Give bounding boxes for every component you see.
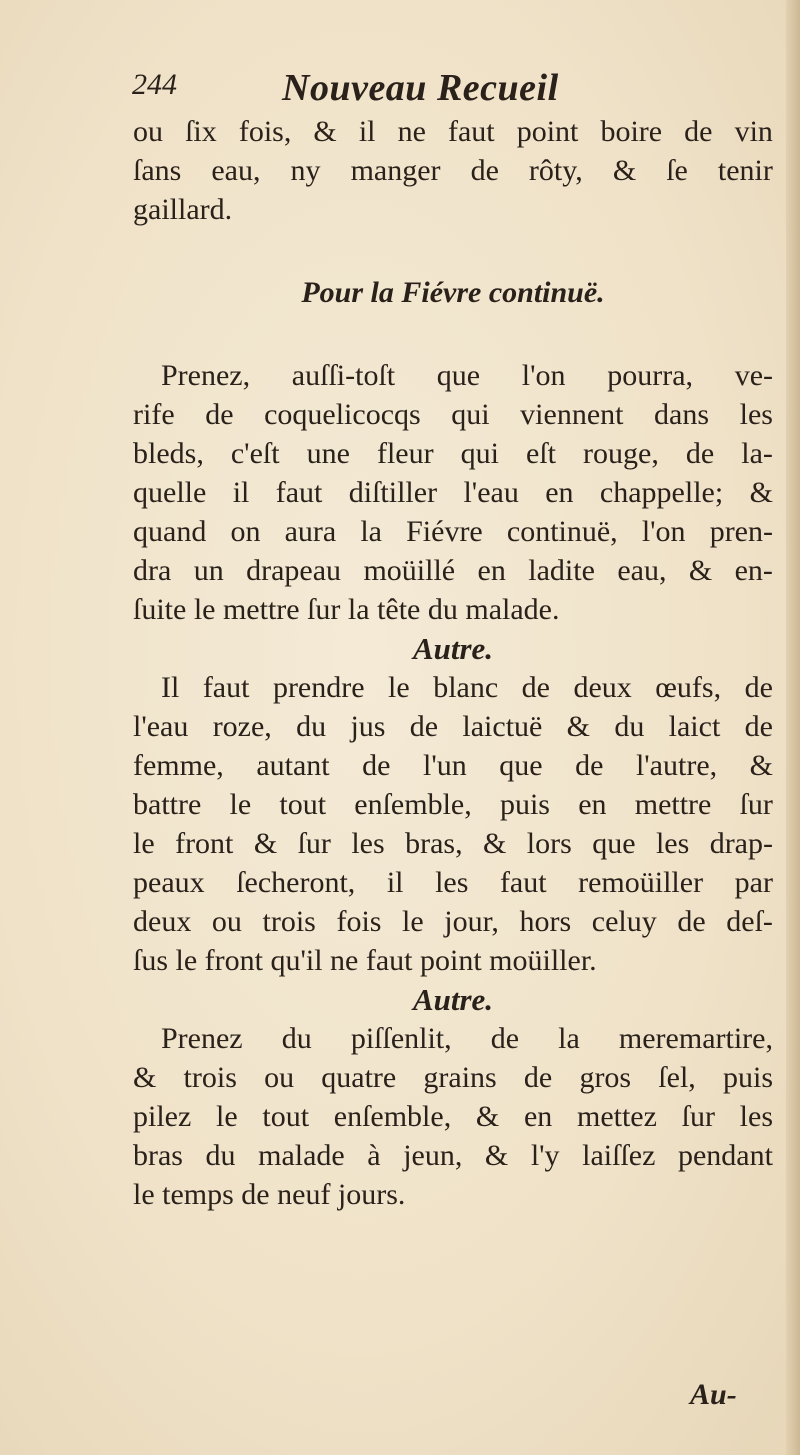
text-line: ſus le front qu'il ne faut point moüiller. (133, 944, 597, 977)
text-line: deux ou trois fois le jour, hors celuy de deſ- (133, 905, 773, 938)
subheading: Autre. (412, 982, 494, 1017)
text-line: rife de coquelicocqs qui viennent dans les (133, 398, 773, 431)
running-title: Nouveau Recueil (282, 67, 559, 109)
text-line: battre le tout enſemble, puis en mettre ſur (133, 788, 773, 821)
text-line: Prenez, auſſi-toſt que l'on pourra, ve- (161, 359, 773, 392)
text-line: quelle il faut diſtiller l'eau en chappelle; & (133, 476, 773, 509)
text-line: bras du malade à jeun, & l'y laiſſez pendant (133, 1139, 773, 1172)
page-number: 244 (132, 68, 177, 101)
page-edge (786, 0, 800, 1455)
text-line: le temps de neuf jours. (133, 1178, 406, 1211)
text-line: femme, autant de l'un que de l'autre, & (133, 749, 773, 782)
text-line: pilez le tout enſemble, & en mettez ſur les (133, 1100, 773, 1133)
text-line: ſans eau, ny manger de rôty, & ſe tenir (133, 154, 773, 187)
running-head (132, 66, 652, 109)
text-line: dra un drapeau moüillé en ladite eau, & en- (133, 554, 773, 587)
subheading: Autre. (412, 631, 494, 666)
text-line: & trois ou quatre grains de gros ſel, puis (133, 1061, 773, 1094)
section-heading: Pour la Fiévre continuë. (301, 276, 605, 309)
text-line: Prenez du piſſenlit, de la meremartire, (161, 1022, 773, 1055)
text-line: ſuite le mettre ſur la tête du malade. (133, 593, 560, 626)
text-line: gaillard. (133, 193, 233, 226)
catchword: Au- (690, 1378, 737, 1411)
text-line: l'eau roze, du jus de laictuë & du laict de (133, 710, 773, 743)
text-line: bleds, c'eſt une fleur qui eſt rouge, de la- (133, 437, 773, 470)
text-line: quand on aura la Fiévre continuë, l'on pren- (133, 515, 773, 548)
text-line: Il faut prendre le blanc de deux œufs, de (161, 671, 773, 704)
text-line: peaux ſecheront, il les faut remoüiller par (133, 866, 773, 899)
text-line: ou ſix fois, & il ne faut point boire de vin (133, 115, 773, 148)
text-line: le front & ſur les bras, & lors que les drap- (133, 827, 773, 860)
page-text (133, 112, 773, 1214)
